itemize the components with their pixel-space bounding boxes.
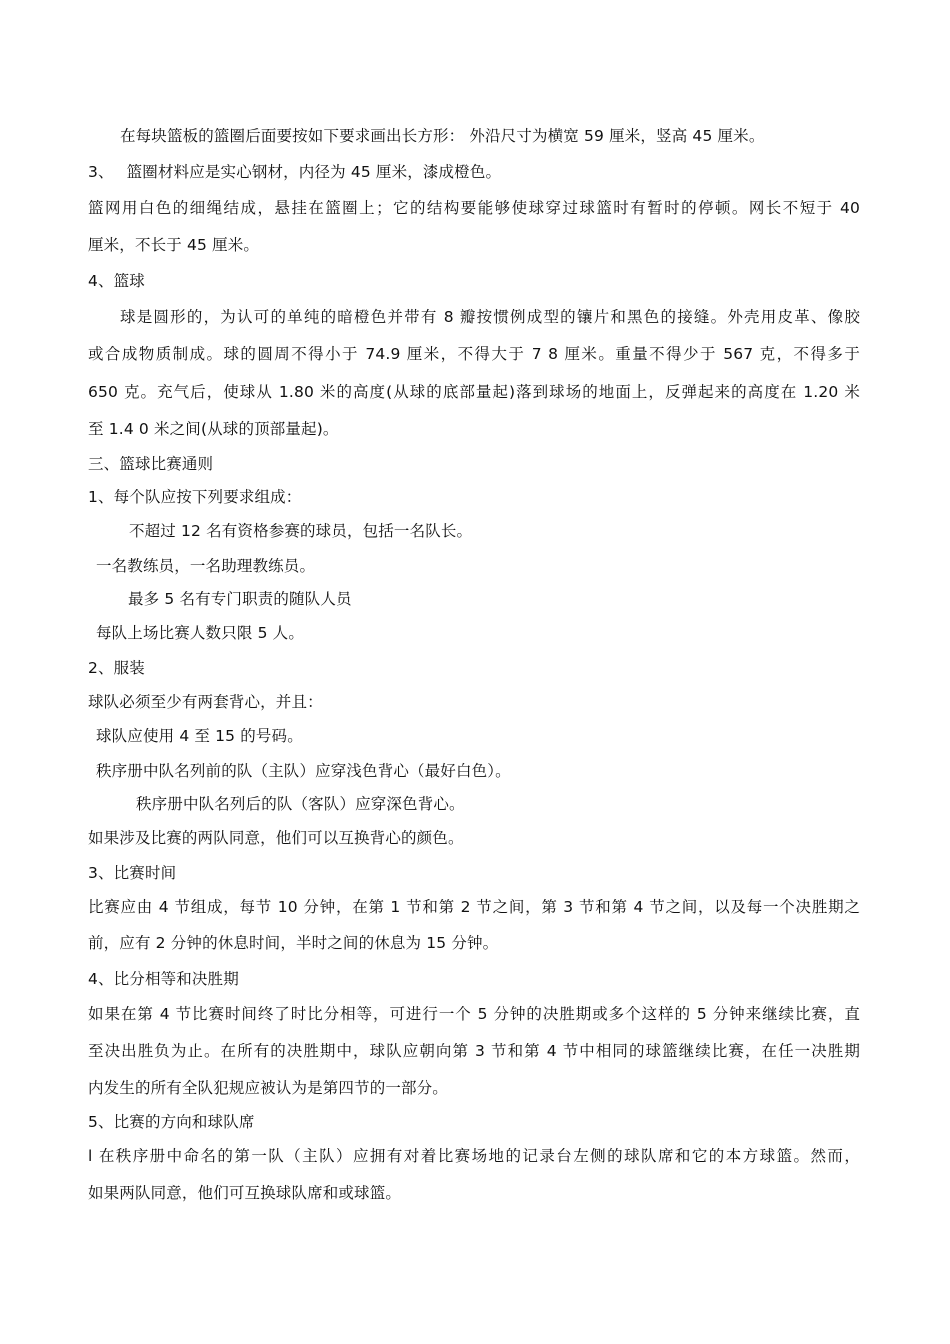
paragraph-line: 或合成物质制成。球的圆周不得小于 74.9 厘米，不得大于 7 8 厘米。重量不得少于 567 克，不得多于 bbox=[88, 345, 860, 363]
paragraph-line: 球是圆形的，为认可的单纯的暗橙色并带有 8 瓣按惯例成型的镶片和黑色的接缝。外壳用皮革、像胶 bbox=[120, 308, 860, 326]
paragraph-line: 内发生的所有全队犯规应被认为是第四节的一部分。 bbox=[88, 1079, 448, 1097]
paragraph-line: 如果在第 4 节比赛时间终了时比分相等，可进行一个 5 分钟的决胜期或多个这样的 5 分钟来继续比赛，直 bbox=[88, 1005, 860, 1023]
paragraph-line: 至 1.4 0 米之间(从球的顶部量起)。 bbox=[88, 420, 339, 438]
section-heading-ball: 4、篮球 bbox=[88, 272, 145, 290]
paragraph-line: 至决出胜负为止。在所有的决胜期中，球队应朝向第 3 节和第 4 节中相同的球篮继续比赛，在任一决胜期 bbox=[88, 1042, 860, 1060]
paragraph-line: 比赛应由 4 节组成，每节 10 分钟，在第 1 节和第 2 节之间，第 3 节和第 4 节之间，以及每一个决胜期之 bbox=[88, 898, 860, 916]
paragraph-line: 秩序册中队名列后的队（客队）应穿深色背心。 bbox=[136, 795, 465, 813]
paragraph-line: 在每块篮板的篮圈后面要按如下要求画出长方形： 外沿尺寸为横宽 59 厘米，竖高 45 厘米。 bbox=[120, 127, 765, 145]
section-heading-team: 1、每个队应按下列要求组成： bbox=[88, 488, 302, 506]
paragraph-line: 650 克。充气后，使球从 1.80 米的高度(从球的底部量起)落到球场的地面上，反弹起来的高度在 1.20 米 bbox=[88, 383, 860, 401]
paragraph-line: 一名教练员，一名助理教练员。 bbox=[96, 557, 316, 575]
paragraph-line: 如果两队同意，他们可互换球队席和或球篮。 bbox=[88, 1184, 402, 1202]
section-heading-tie-overtime: 4、比分相等和决胜期 bbox=[88, 970, 239, 988]
paragraph-line: 球队应使用 4 至 15 的号码。 bbox=[96, 727, 303, 745]
section-heading-direction-bench: 5、比赛的方向和球队席 bbox=[88, 1113, 255, 1131]
paragraph-line: 球队必须至少有两套背心，并且： bbox=[88, 693, 323, 711]
paragraph-line: 秩序册中队名列前的队（主队）应穿浅色背心（最好白色）。 bbox=[96, 762, 511, 780]
paragraph-line: 篮网用白色的细绳结成，悬挂在篮圈上；它的结构要能够使球穿过球篮时有暂时的停顿。网长不短于 40 bbox=[88, 199, 860, 217]
paragraph-line: 每队上场比赛人数只限 5 人。 bbox=[96, 624, 304, 642]
section-item-3-hoop: 3、 篮圈材料应是实心钢材，内径为 45 厘米，漆成橙色。 bbox=[88, 163, 502, 181]
section-heading-game-time: 3、比赛时间 bbox=[88, 864, 177, 882]
paragraph-line: l 在秩序册中命名的第一队（主队）应拥有对着比赛场地的记录台左侧的球队席和它的本方球篮。然而， bbox=[88, 1147, 860, 1165]
section-heading-uniform: 2、服装 bbox=[88, 659, 145, 677]
paragraph-line: 前，应有 2 分钟的休息时间，半时之间的休息为 15 分钟。 bbox=[88, 934, 499, 952]
paragraph-line: 最多 5 名有专门职责的随队人员 bbox=[128, 590, 352, 608]
paragraph-line: 不超过 12 名有资格参赛的球员，包括一名队长。 bbox=[129, 522, 473, 540]
paragraph-line: 如果涉及比赛的两队同意，他们可以互换背心的颜色。 bbox=[88, 829, 464, 847]
chapter-heading: 三、篮球比赛通则 bbox=[88, 455, 214, 473]
paragraph-line: 厘米，不长于 45 厘米。 bbox=[88, 236, 260, 254]
